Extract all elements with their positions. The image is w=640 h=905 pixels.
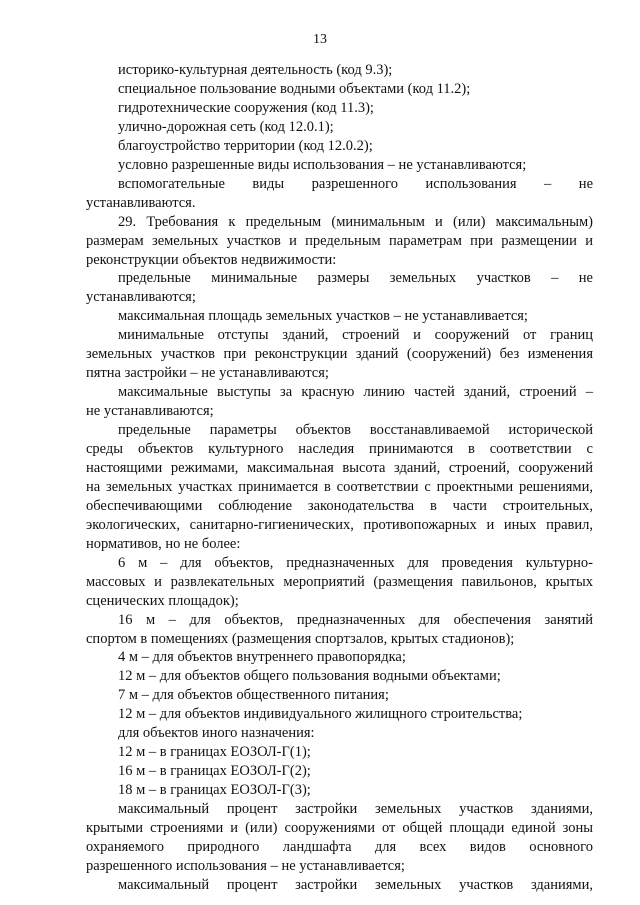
page-number: 13 bbox=[313, 32, 327, 47]
text-line: минимальные отступы зданий, строений и сооружений от границ bbox=[118, 327, 593, 344]
text-line: устанавливаются; bbox=[86, 289, 196, 306]
text-line: устанавливаются. bbox=[86, 194, 196, 211]
text-line: крытыми строениями и (или) сооружениями от общей площади единой зоны bbox=[86, 820, 593, 836]
text-line: благоустройство территории (код 12.0.2); bbox=[118, 137, 373, 154]
text-line: 4 м – для объектов внутреннего правопорядка; bbox=[118, 649, 406, 666]
text-line: настоящими режимами, максимальная высота зданий, строений, сооружений bbox=[86, 459, 593, 476]
text-line: для объектов иного назначения: bbox=[118, 725, 315, 742]
text-line: массовых и развлекательных мероприятий (размещения павильонов, крытых bbox=[86, 573, 593, 590]
text-line: пятна застройки – не устанавливаются; bbox=[86, 365, 329, 382]
text-line: гидротехнические сооружения (код 11.3); bbox=[118, 99, 374, 116]
text-line: среды объектов культурного наследия принимаются в соответствии с bbox=[86, 441, 593, 457]
text-line: 29. Требования к предельным (минимальным и (или) максимальным) bbox=[118, 213, 593, 230]
text-line: спортом в помещениях (размещения спортзалов, крытых стадионов); bbox=[86, 630, 515, 647]
text-line: 16 м – для объектов, предназначенных для обеспечения занятий bbox=[118, 611, 593, 628]
text-line: 7 м – для объектов общественного питания; bbox=[118, 687, 389, 704]
text-line: сценических площадок); bbox=[86, 592, 239, 609]
text-line: 18 м – в границах ЕОЗОЛ-Г(3); bbox=[118, 782, 311, 799]
text-line: максимальный процент застройки земельных участков зданиями, bbox=[118, 876, 593, 893]
text-line: максимальная площадь земельных участков – не устанавливается; bbox=[118, 308, 528, 325]
text-line: историко-культурная деятельность (код 9.3); bbox=[118, 62, 393, 78]
text-line: 16 м – в границах ЕОЗОЛ-Г(2); bbox=[118, 763, 311, 780]
text-line: специальное пользование водными объектами (код 11.2); bbox=[118, 81, 471, 97]
text-line: предельные параметры объектов восстанавливаемой исторической bbox=[118, 422, 593, 439]
text-line: максимальный процент застройки земельных участков зданиями, bbox=[118, 801, 593, 817]
text-line: разрешенного использования – не устанавливается; bbox=[86, 857, 405, 874]
text-line: обеспечивающими соблюдение законодательства в части строительных, bbox=[86, 497, 593, 514]
text-line: земельных участков при реконструкции зданий (сооружений) без изменения bbox=[86, 346, 593, 363]
text-line: 12 м – для объектов индивидуального жилищного строительства; bbox=[118, 706, 523, 723]
text-line: 12 м – для объектов общего пользования водными объектами; bbox=[118, 668, 501, 685]
text-line: размерам земельных участков и предельным параметрам при размещении и bbox=[86, 232, 593, 249]
text-line: реконструкции объектов недвижимости: bbox=[86, 251, 337, 268]
text-line: на земельных участках принимается в соответствии с проектными решениями, bbox=[86, 478, 593, 495]
text-line: улично-дорожная сеть (код 12.0.1); bbox=[118, 118, 334, 135]
text-line: экологических, санитарно-гигиенических, противопожарных и иных правил, bbox=[86, 516, 593, 533]
text-line: максимальные выступы за красную линию частей зданий, строений – bbox=[118, 384, 593, 401]
text-line: не устанавливаются; bbox=[86, 403, 214, 420]
text-line: вспомогательные виды разрешенного использования – не bbox=[118, 175, 593, 192]
text-line: охраняемого природного ландшафта для всех видов основного bbox=[86, 838, 593, 855]
text-line: предельные минимальные размеры земельных участков – не bbox=[118, 270, 593, 287]
text-line: нормативов, но не более: bbox=[86, 535, 241, 552]
text-line: 12 м – в границах ЕОЗОЛ-Г(1); bbox=[118, 744, 311, 761]
text-line: 6 м – для объектов, предназначенных для проведения культурно- bbox=[118, 554, 593, 571]
text-line: условно разрешенные виды использования – не устанавливаются; bbox=[118, 156, 527, 173]
